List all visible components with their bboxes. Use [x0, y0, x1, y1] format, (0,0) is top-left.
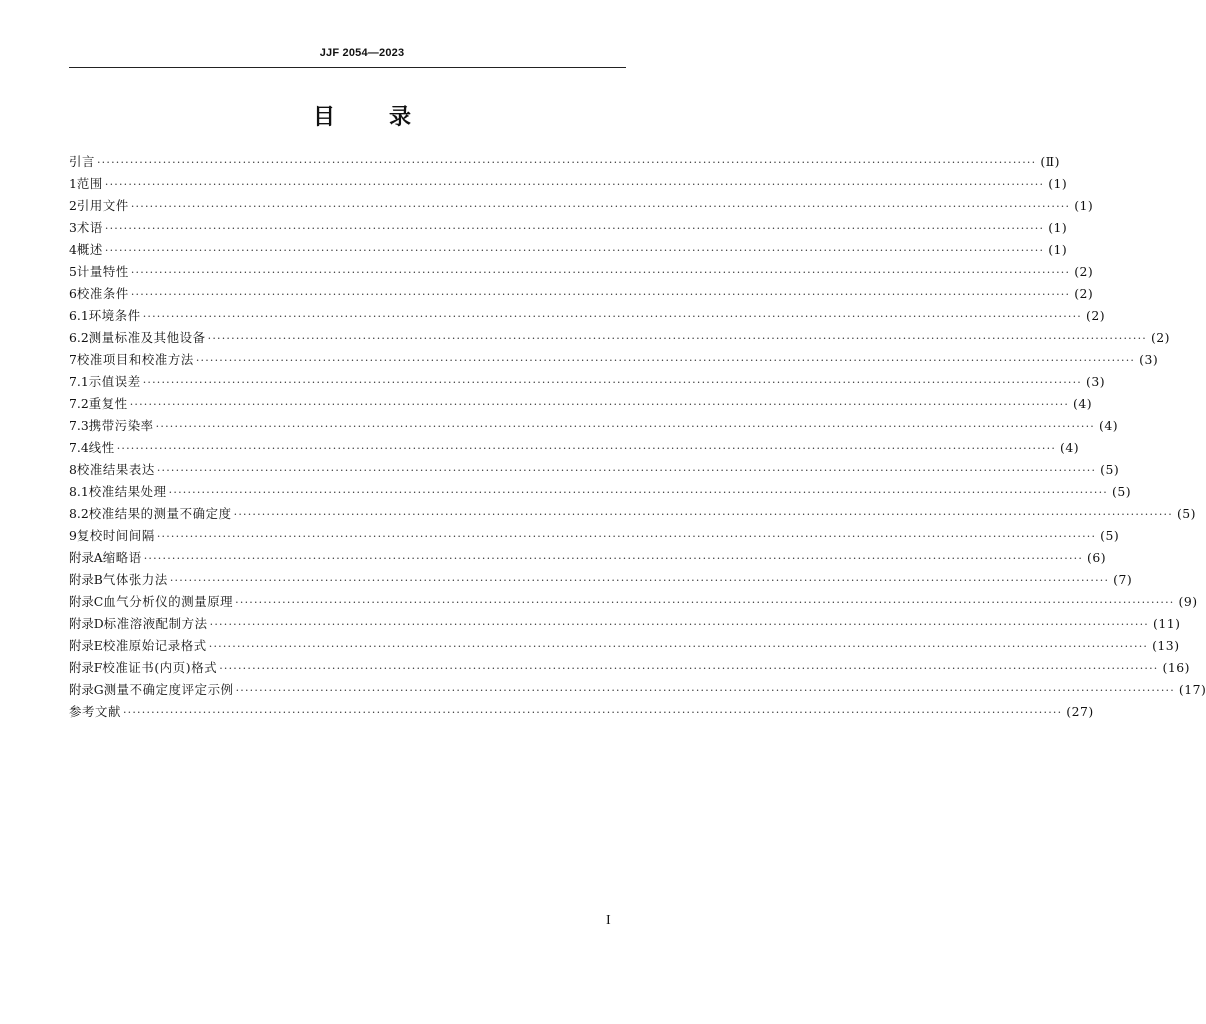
toc-leader-dots: ········································································································································································································ [233, 508, 1173, 521]
toc-leader-dots: ········································································································································································································ [130, 266, 1071, 279]
toc-entry-number: 附录E [69, 638, 103, 653]
toc-entry-number: 6 [69, 286, 77, 301]
toc-entry-label: 校准项目和校准方法 [76, 352, 194, 367]
toc-entry-number: 7.1 [69, 374, 89, 389]
toc-leader-dots: ········································································································································································································ [235, 684, 1175, 697]
toc-entry-label: 携带污染率 [88, 418, 154, 433]
toc-entry[interactable] [69, 195, 1094, 217]
toc-entry[interactable] [69, 679, 1206, 701]
toc-leader-dots: ········································································································································································································ [96, 156, 1037, 169]
toc-entry-page: (16) [1162, 660, 1190, 675]
toc-entry-label: 示值误差 [88, 374, 141, 389]
toc-entry-label: 校准原始记录格式 [102, 638, 207, 653]
toc-entry-label: 缩略语 [102, 550, 142, 565]
toc-entry-label: 校准结果处理 [88, 484, 167, 499]
toc-entry-label: 参考文献 [69, 704, 121, 719]
toc-entry-number: 1 [69, 176, 77, 191]
toc-entry-number: 3 [69, 220, 77, 235]
toc-entry-label: 复校时间间隔 [76, 528, 155, 543]
toc-entry[interactable] [69, 415, 1119, 437]
toc-entry-label: 校准证书(内页)格式 [102, 660, 218, 675]
page-number: I [606, 913, 611, 928]
toc-entry-label: 引言 [69, 154, 95, 169]
toc-entry-page: (1) [1074, 198, 1094, 213]
toc-entry-page: (17) [1178, 682, 1206, 697]
toc-entry[interactable] [69, 613, 1181, 635]
toc-leader-dots: ········································································································································································································ [156, 464, 1097, 477]
toc-entry-page: (7) [1113, 572, 1133, 587]
toc-entry-label: 校准条件 [76, 286, 129, 301]
toc-entry-page: (3) [1086, 374, 1106, 389]
toc-entry[interactable] [69, 635, 1180, 657]
toc-leader-dots: ········································································································································································································ [219, 662, 1159, 675]
toc-entry-label: 重复性 [88, 396, 128, 411]
toc-leader-dots: ········································································································································································································ [142, 376, 1083, 389]
toc-entry-label: 测量标准及其他设备 [88, 330, 206, 345]
toc-entry-number: 附录F [69, 660, 103, 675]
toc-entry-page: (2) [1150, 330, 1171, 345]
toc-entry-page: (5) [1100, 462, 1120, 477]
toc-entry-page: (6) [1087, 550, 1107, 565]
toc-entry-number: 7.3 [69, 418, 89, 433]
toc-entry[interactable] [69, 481, 1132, 503]
toc-entry-label: 校准结果表达 [76, 462, 155, 477]
toc-entry[interactable] [69, 393, 1093, 415]
toc-entry-number: 8.2 [69, 506, 89, 521]
header-rule [69, 67, 626, 68]
toc-entry-page: (Ⅱ) [1040, 154, 1060, 169]
toc-entry[interactable] [69, 459, 1120, 481]
toc-entry-page: (4) [1073, 396, 1093, 411]
toc-entry-number: 7.2 [69, 396, 89, 411]
toc-leader-dots: ········································································································································································································ [195, 354, 1136, 367]
toc-entry[interactable] [69, 657, 1190, 679]
toc-leader-dots: ········································································································································································································ [155, 420, 1095, 433]
toc-leader-dots: ········································································································································································································ [207, 332, 1147, 345]
table-of-contents [69, 151, 1206, 723]
toc-entry[interactable] [69, 591, 1198, 613]
toc-entry-number: 附录G [69, 682, 104, 697]
toc-entry[interactable] [69, 437, 1080, 459]
title-char-1: 目 [312, 105, 335, 130]
toc-leader-dots: ········································································································································································································ [169, 574, 1110, 587]
toc-entry-number: 4 [69, 242, 77, 257]
toc-entry[interactable] [69, 525, 1120, 547]
toc-entry-number: 6.2 [69, 330, 89, 345]
toc-leader-dots: ········································································································································································································ [104, 178, 1045, 191]
toc-entry-label: 血气分析仪的测量原理 [103, 594, 234, 609]
toc-entry-label: 引用文件 [76, 198, 129, 213]
toc-entry[interactable] [69, 217, 1068, 239]
toc-entry-label: 校准结果的测量不确定度 [88, 506, 232, 521]
toc-entry-page: (5) [1176, 506, 1197, 521]
toc-entry[interactable] [69, 371, 1106, 393]
toc-leader-dots: ········································································································································································································ [122, 706, 1063, 719]
toc-entry-page: (1) [1048, 242, 1068, 257]
toc-leader-dots: ········································································································································································································ [156, 530, 1097, 543]
toc-entry-page: (27) [1066, 704, 1094, 719]
toc-leader-dots: ········································································································································································································ [143, 552, 1084, 565]
toc-entry-label: 线性 [88, 440, 115, 455]
toc-entry-page: (2) [1074, 264, 1094, 279]
toc-leader-dots: ········································································································································································································ [208, 640, 1149, 653]
toc-leader-dots: ········································································································································································································ [235, 596, 1175, 609]
toc-entry-label: 环境条件 [88, 308, 141, 323]
toc-leader-dots: ········································································································································································································ [130, 200, 1071, 213]
toc-entry-number: 附录C [69, 594, 104, 609]
toc-leader-dots: ········································································································································································································ [129, 398, 1070, 411]
toc-entry-page: (5) [1112, 484, 1132, 499]
toc-leader-dots: ········································································································································································································ [168, 486, 1108, 499]
toc-entry-number: 5 [69, 264, 77, 279]
toc-entry-page: (11) [1152, 616, 1181, 631]
toc-leader-dots: ········································································································································································································ [104, 244, 1045, 257]
toc-entry-page: (1) [1048, 220, 1068, 235]
toc-entry-number: 附录A [69, 550, 103, 565]
toc-entry[interactable] [69, 327, 1171, 349]
toc-entry[interactable] [69, 569, 1133, 591]
toc-entry-label: 气体张力法 [102, 572, 168, 587]
toc-entry[interactable] [69, 151, 1060, 173]
toc-entry-label: 标准溶液配制方法 [103, 616, 208, 631]
toc-entry-page: (1) [1048, 176, 1068, 191]
toc-entry[interactable] [69, 503, 1197, 525]
toc-entry-number: 8 [69, 462, 77, 477]
toc-entry[interactable] [69, 305, 1106, 327]
toc-entry-page: (4) [1099, 418, 1119, 433]
toc-entry-page: (2) [1086, 308, 1106, 323]
toc-entry-number: 附录D [69, 616, 104, 631]
toc-entry-page: (5) [1100, 528, 1120, 543]
toc-entry[interactable] [69, 261, 1094, 283]
toc-entry[interactable] [69, 173, 1068, 195]
toc-entry-page: (2) [1074, 286, 1094, 301]
toc-entry-label: 测量不确定度评定示例 [103, 682, 234, 697]
toc-entry-number: 6.1 [69, 308, 89, 323]
toc-entry-number: 附录B [69, 572, 103, 587]
toc-entry[interactable] [69, 239, 1068, 261]
toc-entry-page: (4) [1060, 440, 1080, 455]
toc-entry-label: 范围 [76, 176, 103, 191]
toc-leader-dots: ········································································································································································································ [209, 618, 1149, 631]
toc-leader-dots: ········································································································································································································ [142, 310, 1083, 323]
toc-leader-dots: ········································································································································································································ [104, 222, 1045, 235]
toc-entry-number: 2 [69, 198, 77, 213]
toc-entry-number: 7.4 [69, 440, 89, 455]
toc-entry-number: 8.1 [69, 484, 89, 499]
toc-leader-dots: ········································································································································································································ [130, 288, 1071, 301]
toc-leader-dots: ········································································································································································································ [116, 442, 1057, 455]
toc-entry-label: 术语 [76, 220, 103, 235]
toc-entry-number: 7 [69, 352, 77, 367]
toc-entry-label: 概述 [76, 242, 103, 257]
toc-entry-page: (3) [1139, 352, 1159, 367]
toc-entry-label: 计量特性 [76, 264, 129, 279]
page-title [0, 100, 724, 131]
toc-entry[interactable] [69, 547, 1107, 569]
toc-entry[interactable] [69, 283, 1094, 305]
toc-entry[interactable] [69, 701, 1094, 723]
toc-entry-number: 9 [69, 528, 77, 543]
toc-entry-page: (9) [1178, 594, 1198, 609]
title-char-2: 录 [389, 105, 412, 130]
toc-entry[interactable] [69, 349, 1159, 371]
document-code-header: JJF 2054—2023 [319, 47, 405, 59]
toc-entry-page: (13) [1152, 638, 1180, 653]
